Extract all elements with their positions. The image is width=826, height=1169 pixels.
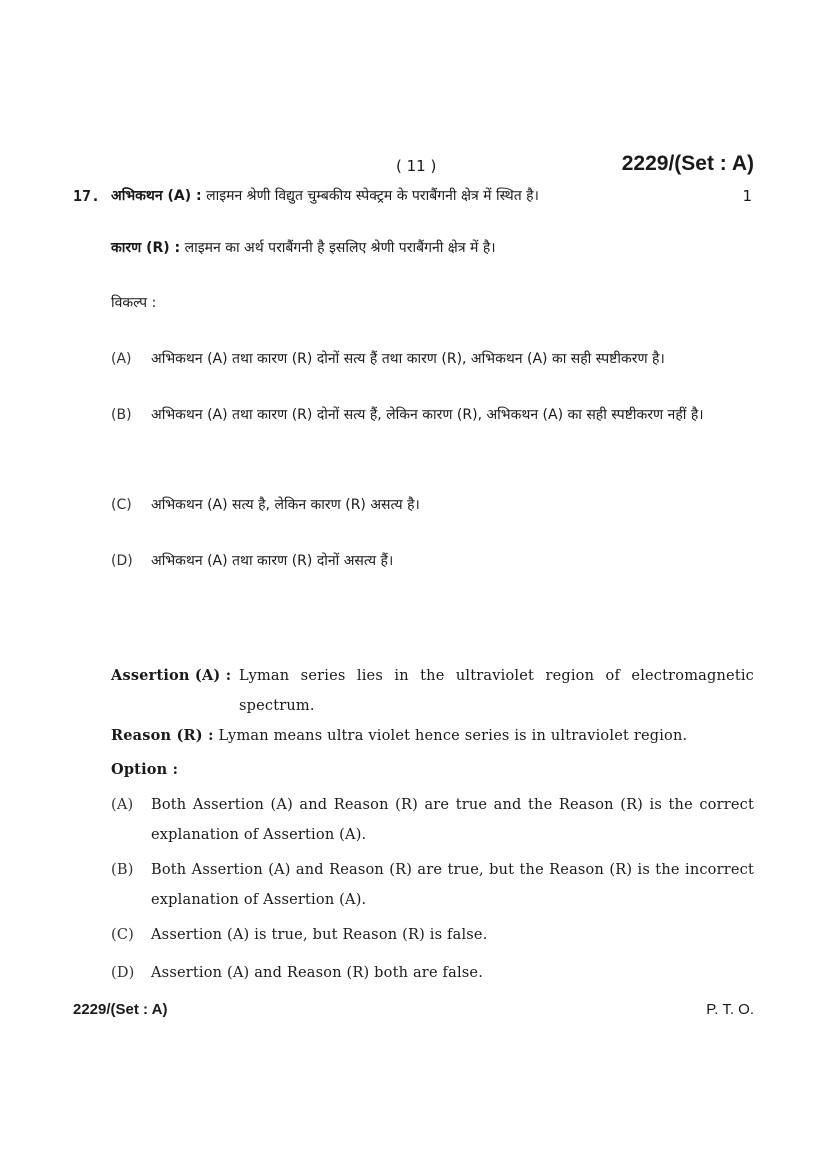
please-turn-over: P. T. O.: [706, 1001, 754, 1018]
page-number: ( 11 ): [396, 157, 437, 175]
paper-code-footer: 2229/(Set : A): [73, 1001, 168, 1018]
hindi-option-b-text: अभिकथन (A) तथा कारण (R) दोनों सत्य हैं, लेकिन कारण (R), अभिकथन (A) का सही स्पष्टीकरण नहीं है।: [151, 407, 704, 423]
english-option-c-label: (C): [111, 927, 135, 943]
hindi-assertion-text: लाइमन श्रेणी विद्युत चुम्बकीय स्पेक्ट्रम के पराबैंगनी क्षेत्र में स्थित है।: [206, 188, 539, 204]
hindi-assertion-label: अभिकथन (A) :: [111, 188, 202, 204]
english-assertion-label: Assertion (A) :: [111, 667, 232, 684]
hindi-options-label: विकल्प :: [111, 295, 157, 311]
hindi-reason-label: कारण (R) :: [111, 240, 181, 256]
hindi-option-a-label: (A): [111, 351, 132, 367]
hindi-assertion: [111, 179, 741, 213]
english-option-d-label: (D): [111, 965, 135, 981]
paper-code-header: 2229/(Set : A): [621, 152, 754, 175]
english-reason: [111, 721, 754, 751]
hindi-option-c-text: अभिकथन (A) सत्य है, लेकिन कारण (R) असत्य है।: [151, 497, 420, 513]
hindi-reason: [111, 231, 751, 265]
hindi-option-d-label: (D): [111, 553, 133, 569]
hindi-option-b-label: (B): [111, 407, 132, 423]
hindi-option-c-label: (C): [111, 497, 132, 513]
question-number: 17.: [73, 187, 101, 205]
question-marks: 1: [742, 187, 752, 205]
hindi-option-d-text: अभिकथन (A) तथा कारण (R) दोनों असत्य हैं।: [151, 553, 394, 569]
english-reason-text: Lyman means ultra violet hence series is in ultraviolet region.: [218, 728, 688, 744]
english-options-label: Option :: [111, 761, 179, 778]
english-option-b-label: (B): [111, 862, 134, 878]
english-option-c-text: Assertion (A) is true, but Reason (R) is false.: [151, 927, 488, 943]
hindi-reason-text: लाइमन का अर्थ पराबैंगनी है इसलिए श्रेणी पराबैंगनी क्षेत्र में है।: [184, 240, 496, 256]
english-option-b-text: Both Assertion (A) and Reason (R) are true, but the Reason (R) is the incorrect explanation of Assertion (A).: [151, 862, 754, 908]
english-option-a-label: (A): [111, 797, 134, 813]
english-option-a-text: Both Assertion (A) and Reason (R) are true and the Reason (R) is the correct explanation of Assertion (A).: [151, 797, 754, 843]
english-option-d-text: Assertion (A) and Reason (R) both are false.: [151, 965, 484, 981]
english-reason-label: Reason (R) :: [111, 727, 214, 744]
hindi-option-a-text: अभिकथन (A) तथा कारण (R) दोनों सत्य हैं तथा कारण (R), अभिकथन (A) का सही स्पष्टीकरण है।: [151, 351, 665, 367]
english-assertion-text: Lyman series lies in the ultraviolet region of electromagnetic spectrum.: [239, 668, 754, 714]
